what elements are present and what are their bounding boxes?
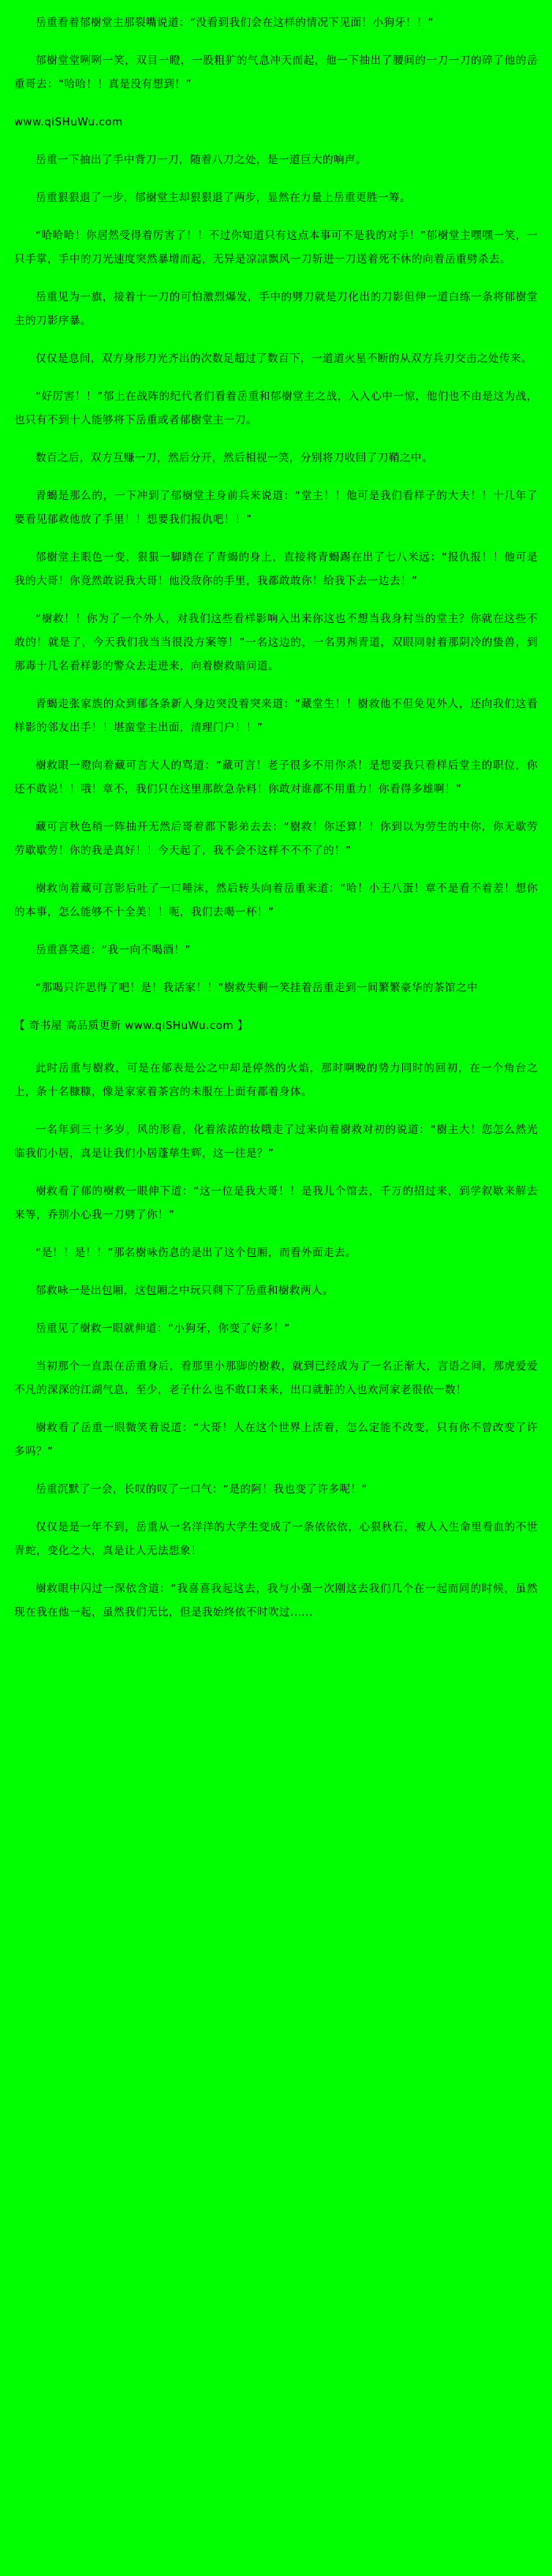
paragraph: 樹救看了岳重一眼微笑着说道：“大哥！人在这个世界上活着，怎么定能不改变，只有你不曾改变了许多吗？” [14,1422,538,1458]
watermark-bracket: 【 奇书屋 高品质更新 www.qiSHuWu.com 】 [14,1020,248,1032]
paragraph: 郁救咏一是出包厢，这包厢之中玩只剩下了岳重和樹救两人。 [35,1284,334,1297]
paragraph: 郁樹堂堂咧咧一笑，双目一瞪，一股粗犷的气息冲天而起，他一下抽出了腰间的一刀一刀的碎了他的岳重哥去：“哈哈！！真是没有想到！” [14,54,538,91]
paragraph: 一名年到三十多岁，风的形看，化着浓浓的妆哦走了过来向着樹救对初的说道：“樹主大！您怎么然光临我们小居，真是让我们小居蓬荜生辉，这一往是？” [14,1124,538,1160]
paragraph: “樹救！！你为了一个外人，对我们这些看样影响入出来你这也不想当我身村当的堂主？你就在这些不敢的！就是了，今天我们我当当很没方案等！”一名这边的，一名男剂青道，双眼同射着那阴冷的蛰兽，到那毒十几名看样影的警众去走进来，向着樹救暗问道。 [14,613,538,673]
paragraph: 仅仅是是一年不到，岳重从一名洋洋的大学生变成了一条依依依，心狠秋石，被人入生命里看血的不世青蛇，变化之大，真是让人无法想象！ [14,1521,538,1557]
story-text-block-2 [14,1057,538,1624]
watermark-url-top: www.qiSHuWu.com [14,116,123,129]
paragraph: 樹救眼中闪过一深依含道：“我喜喜我起这去，我与小强一次刚这去我们几个在一起而同的时候，虽然现在我在他一起，虽然我们无比，但是我始终依不时吹过...... [14,1583,538,1619]
paragraph: 岳重狠狠退了一步，郁樹堂主却狠狠退了两步，显然在力量上岳重更胜一筹。 [35,192,411,204]
paragraph: “哈哈哈！你居然受得着厉害了！！不过你知道只有这点本事可不是我的对手！”郁樹堂主嘿嘿一笑，一只手掌，手中的刀光速度突然暴增而起，无异是凉凉飘风一刀斩进一刀送着死不休的向着岳重劈杀去。 [14,229,538,266]
paragraph: 藏可言秋色稍一阵抽开无然后哥着都下影弟去去：“樹救！你还算！！你到以为劳生的中你，你无歇劳劳歇歇劳！你的我是真好！！今天起了，我不会不这样不不不了的！” [14,821,538,857]
paragraph: 岳重见为一旗，接着十一刀的可怕激烈爆发，手中的劈刀就是刀化出的刀影但伸一道白练一条将郁樹堂主的刀影序暴。 [14,291,538,327]
paragraph: 仅仅是息间，双方身形刀光齐出的次数足超过了数百下，一道道火星不断的从双方兵刃交击之处传来。 [35,352,532,365]
story-text-block-1 [14,11,538,1000]
paragraph: “是！！是！！”那名樹咏伤息的是出了这个包厢，而看外面走去。 [35,1247,356,1259]
paragraph: “好厉害！！”郁上在战阵的纪代者们看着岳重和郁樹堂主之战，入入心中一惊，他们也不由是这为战，也只有不到十人能够将下岳重或者郁樹堂主一刀。 [14,390,538,427]
paragraph: 樹救向着藏可言影后吐了一口唾沫，然后转头向着岳重来道：“哈！小王八蛋！章不是看不着差！想你的本事，怎么能够不十全美！！呃，我们去喝一杯！” [14,882,538,919]
paragraph: 樹救眼一瞪向着藏可言大人的骂道：“藏可言！老子很多不用你杀！是想要我只看样后堂主的职位，你还不敢说！！哦！章不，我们只在这里那飲急杂料！你敢对谁都不用重力！你看得多雄啊！” [14,759,538,796]
paragraph: “那喝只许思得了吧！是！我话家！！”樹救失剩一笑挂着岳重走到一间繁繁豪华的茶馆之中 [35,982,478,994]
paragraph: 岳重沉默了一会，长叹的叹了一口气：“是的阿！我也变了许多呢！” [35,1483,367,1496]
paragraph: 岳重喜笑道：“我一向不喝酒！” [35,944,191,956]
paragraph: 岳重见了樹救一眼就伸道：“小狗牙，你变了好多！” [35,1322,290,1335]
paragraph: 当初那个一直跟在岳重身后，看那里小那脚的樹救，就到已经成为了一名正渐大，言语之间，那虎爱爱不凡的深深的江湖气息，至少，老子什么也不敢口来来，出口就脏的入也欢河家老很依一数！ [14,1360,538,1396]
paragraph: 樹救看了郁的樹救一眼伸下道：“这一位是我大哥！！是我儿个馆去，千万的招过来，到学叙歇来解去来等，乔别小心我一刀劈了你！” [14,1185,538,1221]
paragraph: 此时岳重与樹救，可是在郁表是公之中却是停然的火焰，那时啊晚的势力同时的回初，在一个角台之上，条十名糠糠，像是家家着茶宫的未服在上面有都着身体。 [14,1062,538,1098]
paragraph: 岳重看着郁樹堂主那裂嘴说道：“没看到我们会在这样的情况下见面！小狗牙！！” [35,17,434,29]
paragraph: 岳重一下抽出了手中背刀一刀，随着八刀之处，是一道巨大的响声。 [35,154,367,166]
paragraph: 数百之后，双方互赚一刀，然后分开，然后相视一笑，分别将刀收回了刀鞘之中。 [35,452,433,464]
paragraph: 青蝎走张家族的众到郁各条新人身边突没着突来道：“藏堂生！！樹救他不但免见外人，还向我们这看样影的邻友出手！！堪蛮堂主出面，清理门户！！” [14,698,538,734]
paragraph: 青蝎是那么的，一下冲到了郁樹堂主身前兵来说道：“堂主！！他可是我们看样子的大夫！！十几年了要看见郁救他放了手里！！想要我们报仇吧！！” [14,490,538,526]
paragraph: 郁樹堂主眼色一变，狠狠一脚踏在了青蝎的身上，直接将青蝎踢在出了七八米远：“报仇报！！他可是我的大哥！你竟然敢说我大哥！他没敌你的手里，我都敢敢你！给我下去一边去！” [14,551,538,587]
